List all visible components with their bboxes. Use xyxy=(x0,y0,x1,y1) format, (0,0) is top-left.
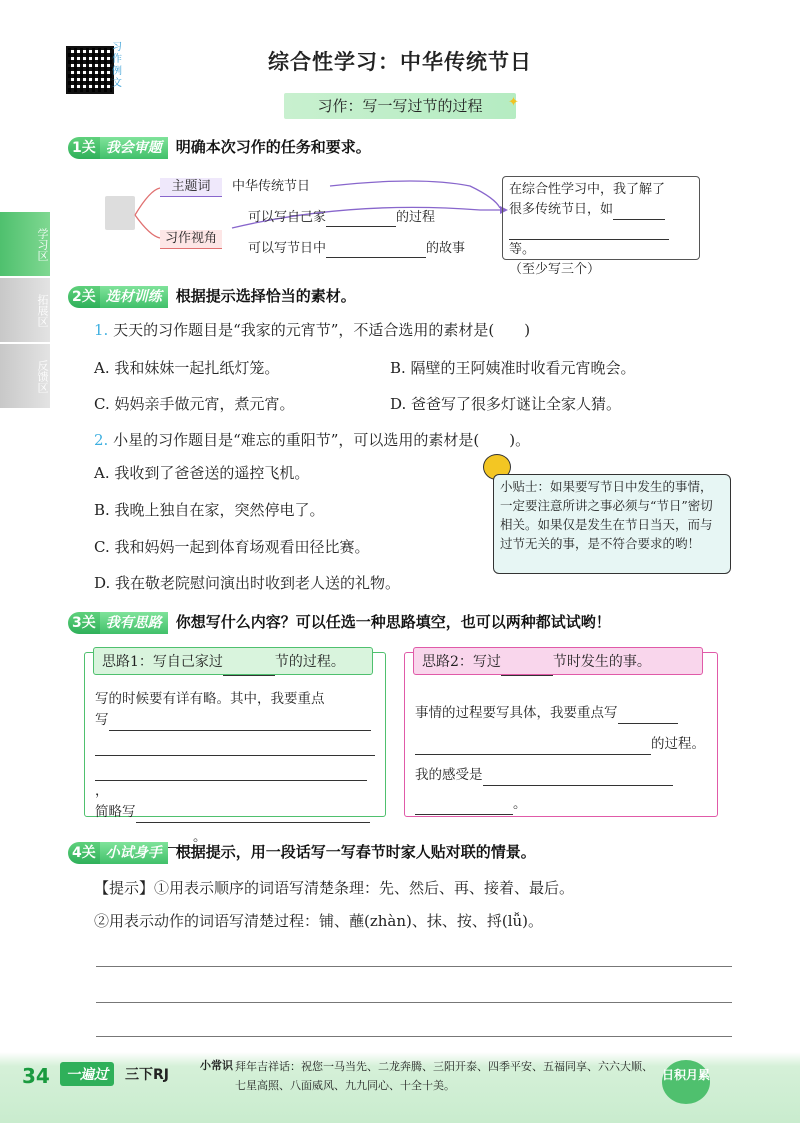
fill-blank[interactable] xyxy=(326,226,396,227)
view-option-2 xyxy=(248,240,465,258)
fill-blank[interactable] xyxy=(109,730,371,731)
question-text: 小星的习作题目是“难忘的重阳节”，可以选用的素材是( )。 xyxy=(113,431,531,449)
option[interactable]: C. 我和妈妈一起到体育场观看田径比赛。 xyxy=(94,538,370,556)
option[interactable]: C. 妈妈亲手做元宵，煮元宵。 xyxy=(94,395,295,413)
idea-2-box xyxy=(404,652,718,817)
idea-text: 我的感受是 xyxy=(415,767,483,783)
question-text: 天天的习作题目是“我家的元宵节”，不适合选用的素材是( ) xyxy=(113,321,531,339)
stage-number: 1关 xyxy=(68,137,100,159)
fill-blank[interactable] xyxy=(618,723,678,724)
note-text: （至少写三个） xyxy=(509,262,601,277)
stage-number: 2关 xyxy=(68,286,100,308)
note-box xyxy=(502,176,700,277)
stage-number: 4关 xyxy=(68,842,100,864)
question-2 xyxy=(94,430,530,450)
question-number: 2. xyxy=(94,431,109,449)
footer-tip-text: 拜年吉祥话：祝您一马当先、二龙奔腾、三阳开泰、四季平安、五福同享、六六大顺、七星高照、八面威风、九九同心、十全十美。 xyxy=(235,1060,653,1092)
stage-description: 根据提示选择恰当的素材。 xyxy=(175,287,356,305)
side-tab-label: 学习区 xyxy=(36,227,49,261)
idea-text: 。 xyxy=(513,796,527,812)
fill-blank[interactable] xyxy=(95,755,375,756)
stage-name: 小试身手 xyxy=(100,842,168,864)
question-1 xyxy=(94,320,530,340)
page-number: 34 xyxy=(22,1064,50,1088)
note-text: 在综合性学习中，我了解了 xyxy=(509,182,666,197)
side-tab-label: 拓展区 xyxy=(36,293,49,327)
stage-name: 我有思路 xyxy=(100,612,168,634)
tip-box: 小贴士：如果要写节日中发生的事情，一定要注意所讲之事必须与“节日”密切相关。如果仅是发生在节日当天，而与过节无关的事，是不符合要求的哟！ xyxy=(493,474,731,574)
fill-blank[interactable] xyxy=(136,822,370,823)
topic-label: 主题词 xyxy=(160,178,222,197)
view-option-1 xyxy=(248,209,435,227)
side-tab-label: 反馈区 xyxy=(36,359,49,393)
fill-blank[interactable] xyxy=(483,785,673,786)
stage-number: 3关 xyxy=(68,612,100,634)
side-tab-feedback xyxy=(0,344,50,408)
fill-blank[interactable] xyxy=(509,239,669,240)
view-option-text: 可以写节日中 xyxy=(248,241,327,256)
idea-text: 简略写 xyxy=(95,804,136,820)
footer-tip-label: 小常识 xyxy=(200,1059,233,1072)
view-label: 习作视角 xyxy=(160,230,222,249)
idea-1-body xyxy=(95,689,379,848)
idea-text: 事情的过程要写具体，我要重点写 xyxy=(415,705,618,721)
brand-logo: 一遍过 xyxy=(60,1062,114,1086)
fill-blank[interactable] xyxy=(95,780,367,781)
writing-line[interactable] xyxy=(96,966,732,967)
stage-4-heading xyxy=(68,841,536,863)
writing-line[interactable] xyxy=(96,1002,732,1003)
view-option-text: 可以写自己家 xyxy=(248,210,327,225)
stage-3-heading xyxy=(68,611,611,633)
hint-2: ②用表示动作的词语写清楚过程：铺、蘸(zhàn)、抹、按、捋(lǚ)。 xyxy=(94,912,544,930)
idea-text: 思路2：写过 xyxy=(422,654,501,670)
topic-value: 中华传统节日 xyxy=(232,179,311,194)
section-subtitle: 习作：写一写过节的过程 xyxy=(284,93,516,119)
stage-name: 我会审题 xyxy=(100,137,168,159)
option[interactable]: B. 隔壁的王阿姨准时收看元宵晚会。 xyxy=(390,359,636,377)
fill-blank[interactable] xyxy=(415,754,651,755)
idea-text: 写 xyxy=(95,712,109,728)
fill-blank[interactable] xyxy=(223,675,275,676)
page-title: 综合性学习：中华传统节日 xyxy=(268,50,532,74)
idea-text: 的过程。 xyxy=(651,736,705,752)
stage-name: 选材训练 xyxy=(100,286,168,308)
stage-2-heading xyxy=(68,285,356,307)
note-text: 很多传统节日，如 xyxy=(509,202,614,217)
option[interactable]: B. 我晚上独自在家，突然停电了。 xyxy=(94,501,325,519)
idea-text: ， xyxy=(95,783,109,799)
option[interactable]: D. 我在敬老院慰问演出时收到老人送的礼物。 xyxy=(94,574,401,592)
qr-caption: 习作例文 xyxy=(112,42,122,89)
fill-blank[interactable] xyxy=(326,257,426,258)
option[interactable]: A. 我收到了爸爸送的遥控飞机。 xyxy=(94,464,310,482)
view-option-text: 的过程 xyxy=(396,210,436,225)
idea-1-header xyxy=(93,647,373,675)
sparkle-icon: ✦ xyxy=(508,95,519,110)
daily-badge: 日积月累 xyxy=(662,1060,710,1104)
option[interactable]: A. 我和妹妹一起扎纸灯笼。 xyxy=(94,359,280,377)
idea-text: 。 xyxy=(193,829,207,845)
stage-description: 你想写什么内容？可以任选一种思路填空，也可以两种都试试哟！ xyxy=(175,613,611,631)
fill-blank[interactable] xyxy=(501,675,553,676)
stage-description: 明确本次习作的任务和要求。 xyxy=(175,138,371,156)
view-option-text: 的故事 xyxy=(426,241,466,256)
idea-2-body xyxy=(415,703,711,815)
idea-1-box xyxy=(84,652,386,845)
idea-text: 节时发生的事。 xyxy=(552,654,651,670)
fill-blank[interactable] xyxy=(415,814,513,815)
idea-text: 思路1：写自己家过 xyxy=(102,654,223,670)
writing-line[interactable] xyxy=(96,1036,732,1037)
idea-2-header xyxy=(413,647,703,675)
hint-1: 【提示】①用表示顺序的词语写清楚条理：先、然后、再、接着、最后。 xyxy=(94,879,575,897)
note-text: 等。 xyxy=(509,242,536,257)
grade-label: 三下RJ xyxy=(125,1067,169,1083)
stage-description: 根据提示，用一段话写一写春节时家人贴对联的情景。 xyxy=(175,843,536,861)
idea-text: 节的过程。 xyxy=(274,654,345,670)
idea-text: 写的时候要有详有略。其中，我要重点 xyxy=(95,691,325,707)
question-number: 1. xyxy=(94,321,109,339)
option[interactable]: D. 爸爸写了很多灯谜让全家人猜。 xyxy=(390,395,622,413)
